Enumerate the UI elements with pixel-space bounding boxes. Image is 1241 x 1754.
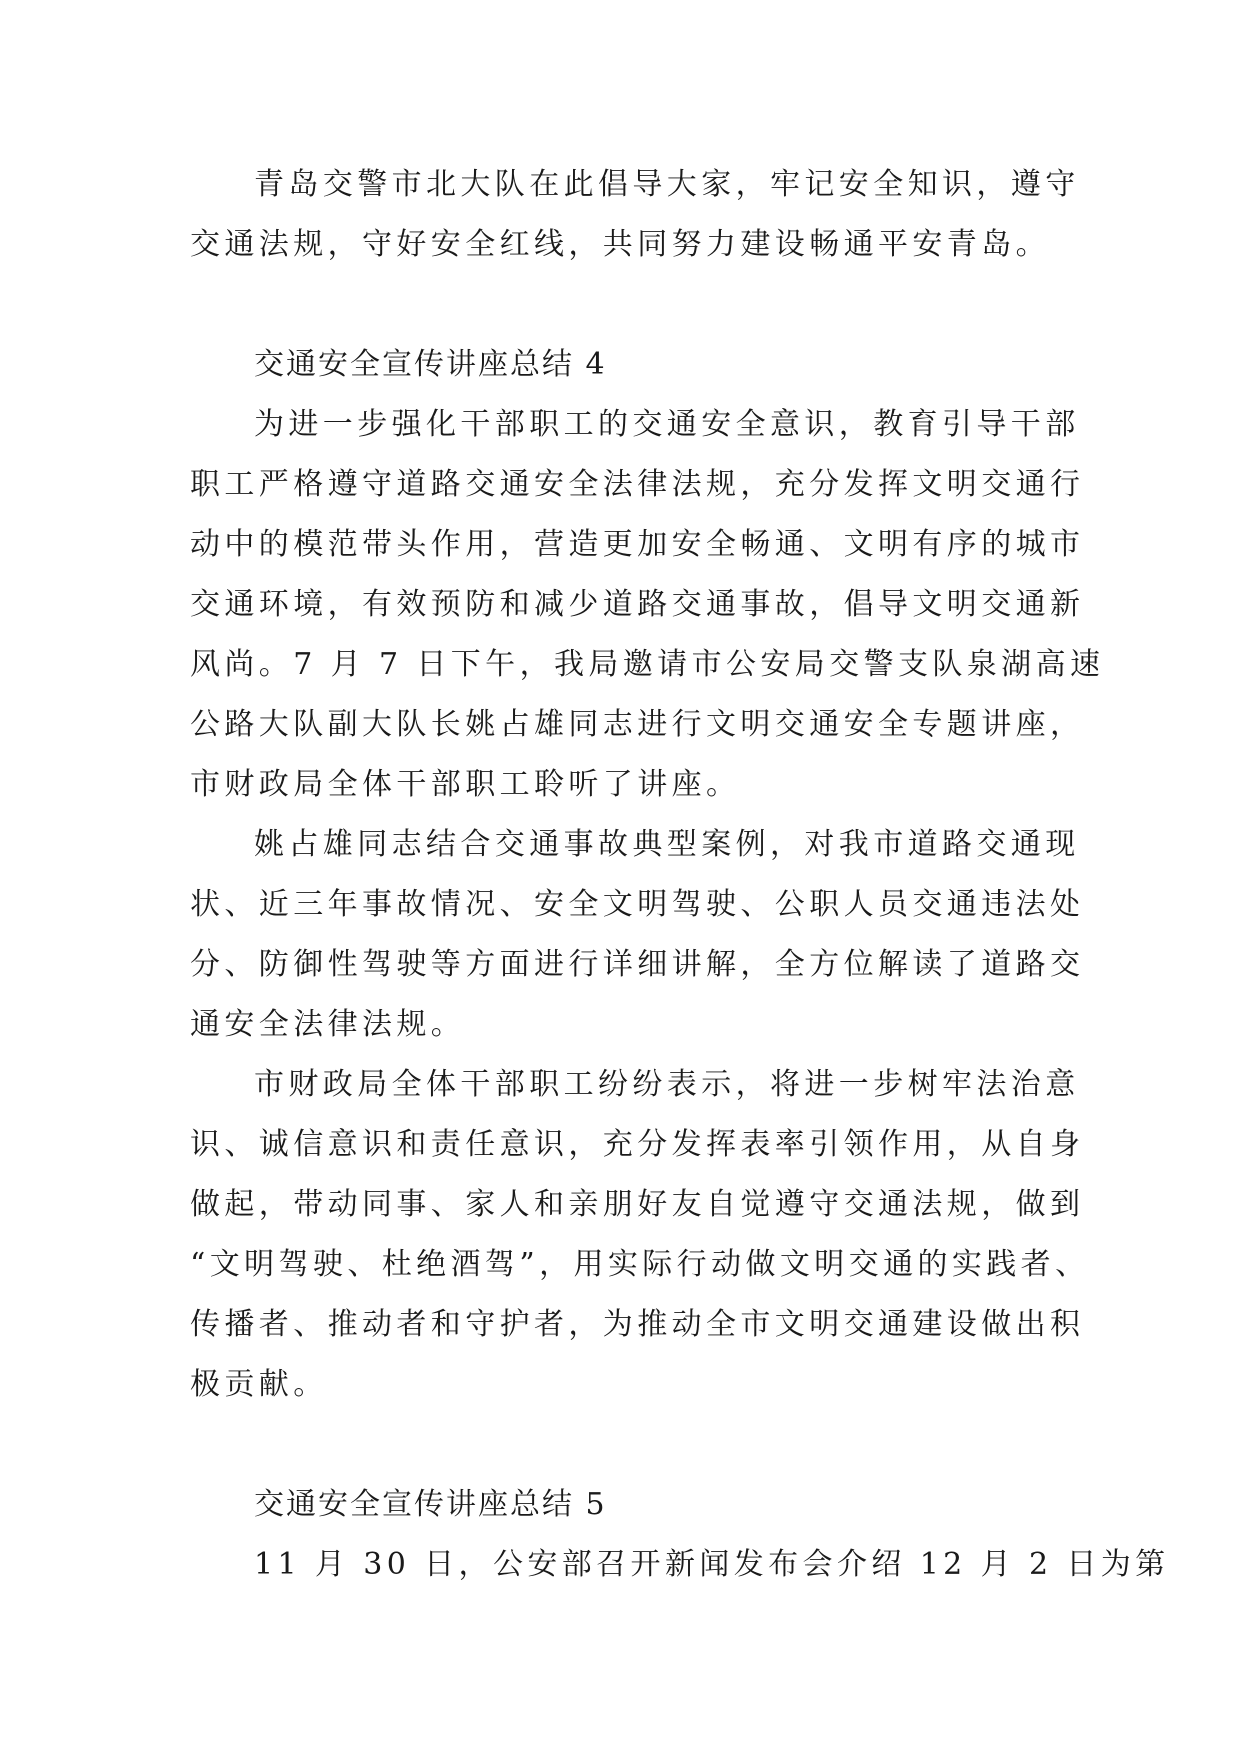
paragraph-line: 极贡献。	[190, 1367, 328, 1402]
paragraph-line: 交通法规，守好安全红线，共同努力建设畅通平安青岛。	[190, 227, 1050, 262]
section-4-paragraph-1	[190, 395, 1105, 815]
paragraph-line: 市财政局全体干部职工聆听了讲座。	[190, 767, 741, 802]
paragraph-line: 公路大队副大队长姚占雄同志进行文明交通安全专题讲座，	[190, 707, 1085, 742]
paragraph-line: 传播者、推动者和守护者，为推动全市文明交通建设做出积	[190, 1307, 1085, 1342]
previous-section-closing-paragraph	[190, 155, 1080, 275]
section-5	[190, 1475, 1170, 1595]
section-4-paragraph-3	[190, 1055, 1090, 1415]
paragraph-line: 为进一步强化干部职工的交通安全意识，教育引导干部	[254, 407, 1080, 442]
paragraph-line: “文明驾驶、杜绝酒驾”，用实际行动做文明交通的实践者、	[190, 1247, 1090, 1282]
paragraph-line: 市财政局全体干部职工纷纷表示，将进一步树牢法治意	[254, 1067, 1080, 1102]
paragraph-line: 做起，带动同事、家人和亲朋好友自觉遵守交通法规，做到	[190, 1187, 1085, 1222]
section-spacer	[190, 275, 1058, 335]
paragraph-line: 状、近三年事故情况、安全文明驾驶、公职人员交通违法处	[190, 887, 1085, 922]
section-heading: 交通安全宣传讲座总结 5	[254, 1487, 607, 1522]
section-4-paragraph-2	[190, 815, 1085, 1055]
paragraph-line: 通安全法律法规。	[190, 1007, 466, 1042]
paragraph-line: 职工严格遵守道路交通安全法律法规，充分发挥文明交通行	[190, 467, 1085, 502]
section-4	[190, 335, 1105, 1415]
paragraph-line: 11 月 30 日，公安部召开新闻发布会介绍 12 月 2 日为第	[254, 1547, 1170, 1582]
document-page	[190, 155, 1170, 1595]
section-5-paragraph-1	[190, 1535, 1170, 1595]
paragraph-line: 青岛交警市北大队在此倡导大家，牢记安全知识，遵守	[254, 167, 1080, 202]
section-heading: 交通安全宣传讲座总结 4	[254, 347, 607, 382]
paragraph-line: 动中的模范带头作用，营造更加安全畅通、文明有序的城市	[190, 527, 1085, 562]
paragraph-line: 分、防御性驾驶等方面进行详细讲解，全方位解读了道路交	[190, 947, 1085, 982]
section-spacer	[190, 1415, 1058, 1475]
paragraph-line: 姚占雄同志结合交通事故典型案例，对我市道路交通现	[254, 827, 1080, 862]
paragraph-line: 识、诚信意识和责任意识，充分发挥表率引领作用，从自身	[190, 1127, 1085, 1162]
paragraph-line: 风尚。7 月 7 日下午，我局邀请市公安局交警支队泉湖高速	[190, 647, 1105, 682]
paragraph-line: 交通环境，有效预防和减少道路交通事故，倡导文明交通新	[190, 587, 1085, 622]
